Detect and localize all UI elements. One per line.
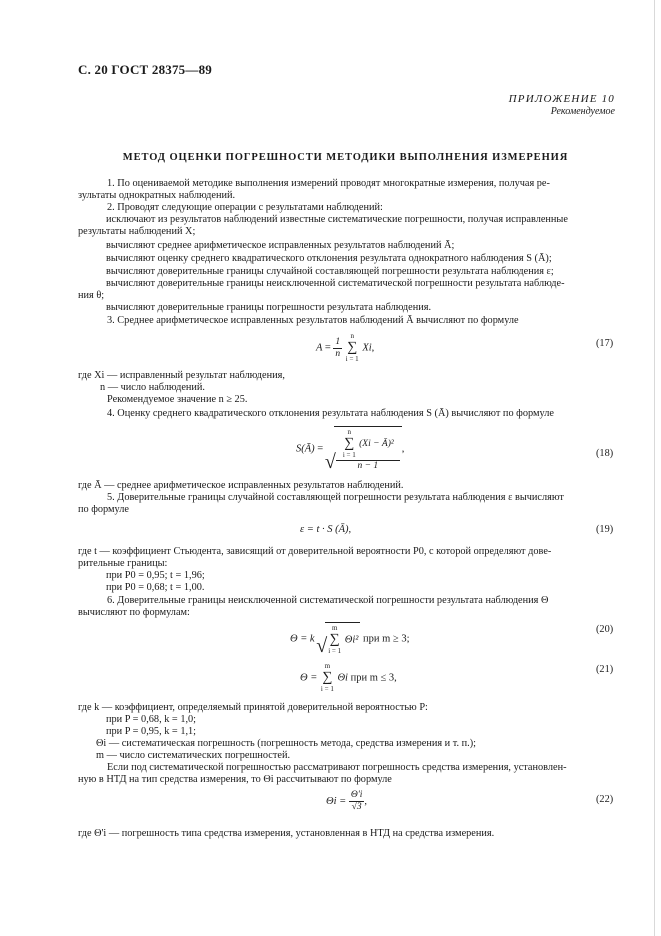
where-6-line-1: где k — коэффициент, определяемый принятой доверительной вероятностью P: <box>78 702 428 713</box>
para-2-item-1-line-2: результаты наблюдений X; <box>78 226 196 237</box>
para-1-line-1: 1. По оцениваемой методике выполнения измерений проводят многократные измерения, получая ре- <box>107 178 550 189</box>
section-title: МЕТОД ОЦЕНКИ ПОГРЕШНОСТИ МЕТОДИКИ ВЫПОЛНЕНИЯ ИЗМЕРЕНИЯ <box>122 152 569 163</box>
where-3-line-2: n — число наблюдений. <box>100 382 205 393</box>
formula-20-lhs: Θ = k <box>290 633 315 645</box>
para-5-line-2: по формуле <box>78 504 129 515</box>
formula-17: A = $\frac{1}{n}$ n ∑ i = 1 Xi, <box>316 332 375 363</box>
page-edge-line <box>654 0 655 936</box>
para-7-line-1: Если под систематической погрешностью рассматривают погрешность средства измерения, установлен- <box>107 762 567 773</box>
formula-18-root: √ n ∑ i = 1 (Xi − Ā)² n − 1 <box>334 426 402 472</box>
para-5-line-1: 5. Доверительные границы случайной составляющей погрешности результата наблюдения ε вычисляют <box>107 492 564 503</box>
where-5-line-2: рительные границы: <box>78 558 168 569</box>
formula-19: ε = t · S (Ā), <box>300 524 352 535</box>
appendix-status: Рекомендуемое <box>550 106 615 117</box>
formula-20-condition: при m ≥ 3; <box>363 633 410 645</box>
page-header: С. 20 ГОСТ 28375—89 <box>78 62 212 77</box>
para-7-line-2: ную в НТД на тип средства измерения, то Θi рассчитывают по формуле <box>78 774 392 785</box>
para-6-line-2: вычисляют по формулам: <box>78 607 190 618</box>
where-3-line-3: Рекомендуемое значение n ≥ 25. <box>107 394 248 405</box>
para-2-item-5-line-2: ния θ; <box>78 290 105 301</box>
para-2: 2. Проводят следующие операции с результатами наблюдений: <box>107 202 383 213</box>
formula-22-lhs: Θi = <box>326 795 347 807</box>
formula-17-term: Xi <box>362 342 372 354</box>
formula-22-numerator: Θ'i <box>350 790 363 800</box>
where-5-line-1: где t — коэффициент Стьюдента, зависящий от доверительной вероятности P0, с которой определяют дове- <box>78 546 552 557</box>
para-2-item-6: вычисляют доверительные границы погрешности результата наблюдения. <box>106 302 432 313</box>
formula-21-term: Θi <box>337 672 348 684</box>
para-4: 4. Оценку среднего квадратического отклонения результата наблюдения S (Ā) вычисляют по формуле <box>107 408 554 419</box>
where-6-line-4: Θi — систематическая погрешность (погрешность метода, средства измерения и т. п.); <box>96 738 477 749</box>
formula-22-denominator: √3 <box>351 802 362 812</box>
para-2-item-4: вычисляют доверительные границы случайной составляющей погрешности результата наблюдения ε; <box>106 266 554 277</box>
formula-18-denominator: n − 1 <box>357 461 379 471</box>
formula-17-lhs: A <box>316 342 323 354</box>
where-6-line-3: при P = 0,95, k = 1,1; <box>106 726 197 737</box>
formula-17-fraction: $\frac{1}{n}$ <box>335 336 341 359</box>
formula-21-condition: при m ≤ 3, <box>350 672 397 684</box>
formula-20-number: (20) <box>596 624 614 635</box>
formula-20-root: √ m ∑ i = 1 Θi² <box>325 622 360 656</box>
formula-17-sum: n ∑ i = 1 <box>345 332 359 363</box>
formula-21-number: (21) <box>596 664 614 675</box>
para-2-item-1-line-1: исключают из результатов наблюдений известные систематические погрешности, получая исправленные <box>106 214 568 225</box>
para-1-line-2: зультаты однократных наблюдений. <box>78 190 236 201</box>
formula-21: Θ = m ∑ i = 1 Θi при m ≤ 3, <box>300 662 397 693</box>
formula-18-numerator: (Xi − Ā)² <box>359 439 394 450</box>
formula-22-number: (22) <box>596 794 614 805</box>
formula-20 <box>290 622 410 656</box>
where-6-line-5: m — число систематических погрешностей. <box>96 750 291 761</box>
formula-21-lhs: Θ = <box>300 672 318 684</box>
formula-18: S(Ā) = √ n ∑ i = 1 (Xi − Ā)² n − 1 , <box>296 426 404 472</box>
where-5-line-4: при P0 = 0,68; t = 1,00. <box>106 582 205 593</box>
formula-19-number: (19) <box>596 524 614 535</box>
para-2-item-5-line-1: вычисляют доверительные границы неисключенной систематической погрешности результата наблюде- <box>106 278 565 289</box>
where-6-line-2: при P = 0,68, k = 1,0; <box>106 714 197 725</box>
where-5-line-3: при P0 = 0,95; t = 1,96; <box>106 570 205 581</box>
where-7: где Θ'i — погрешность типа средства измерения, установленная в НТД на средства измерения. <box>78 828 495 839</box>
para-3: 3. Среднее арифметическое исправленных результатов наблюдений Ā вычисляют по формуле <box>107 315 519 326</box>
para-2-item-3: вычисляют оценку среднего квадратического отклонения результата однократного наблюдения S (Ā); <box>106 253 552 264</box>
formula-22: Θi = $\frac{\Theta'i}{√3}$ , <box>326 790 368 812</box>
para-2-item-2: вычисляют среднее арифметическое исправленных результатов наблюдений Ā; <box>106 240 455 251</box>
appendix-label: ПРИЛОЖЕНИЕ 10 <box>508 93 615 105</box>
para-6-line-1: 6. Доверительные границы неисключенной систематической погрешности результата наблюдения Θ <box>107 595 549 606</box>
formula-18-number: (18) <box>596 448 614 459</box>
formula-20-term: Θi² <box>344 634 359 646</box>
where-4: где Ā — среднее арифметическое исправленных результатов наблюдений. <box>78 480 404 491</box>
where-3-line-1: где Xi — исправленный результат наблюдения, <box>78 370 285 381</box>
formula-17-number: (17) <box>596 338 614 349</box>
formula-18-lhs: S(Ā) <box>296 443 315 455</box>
